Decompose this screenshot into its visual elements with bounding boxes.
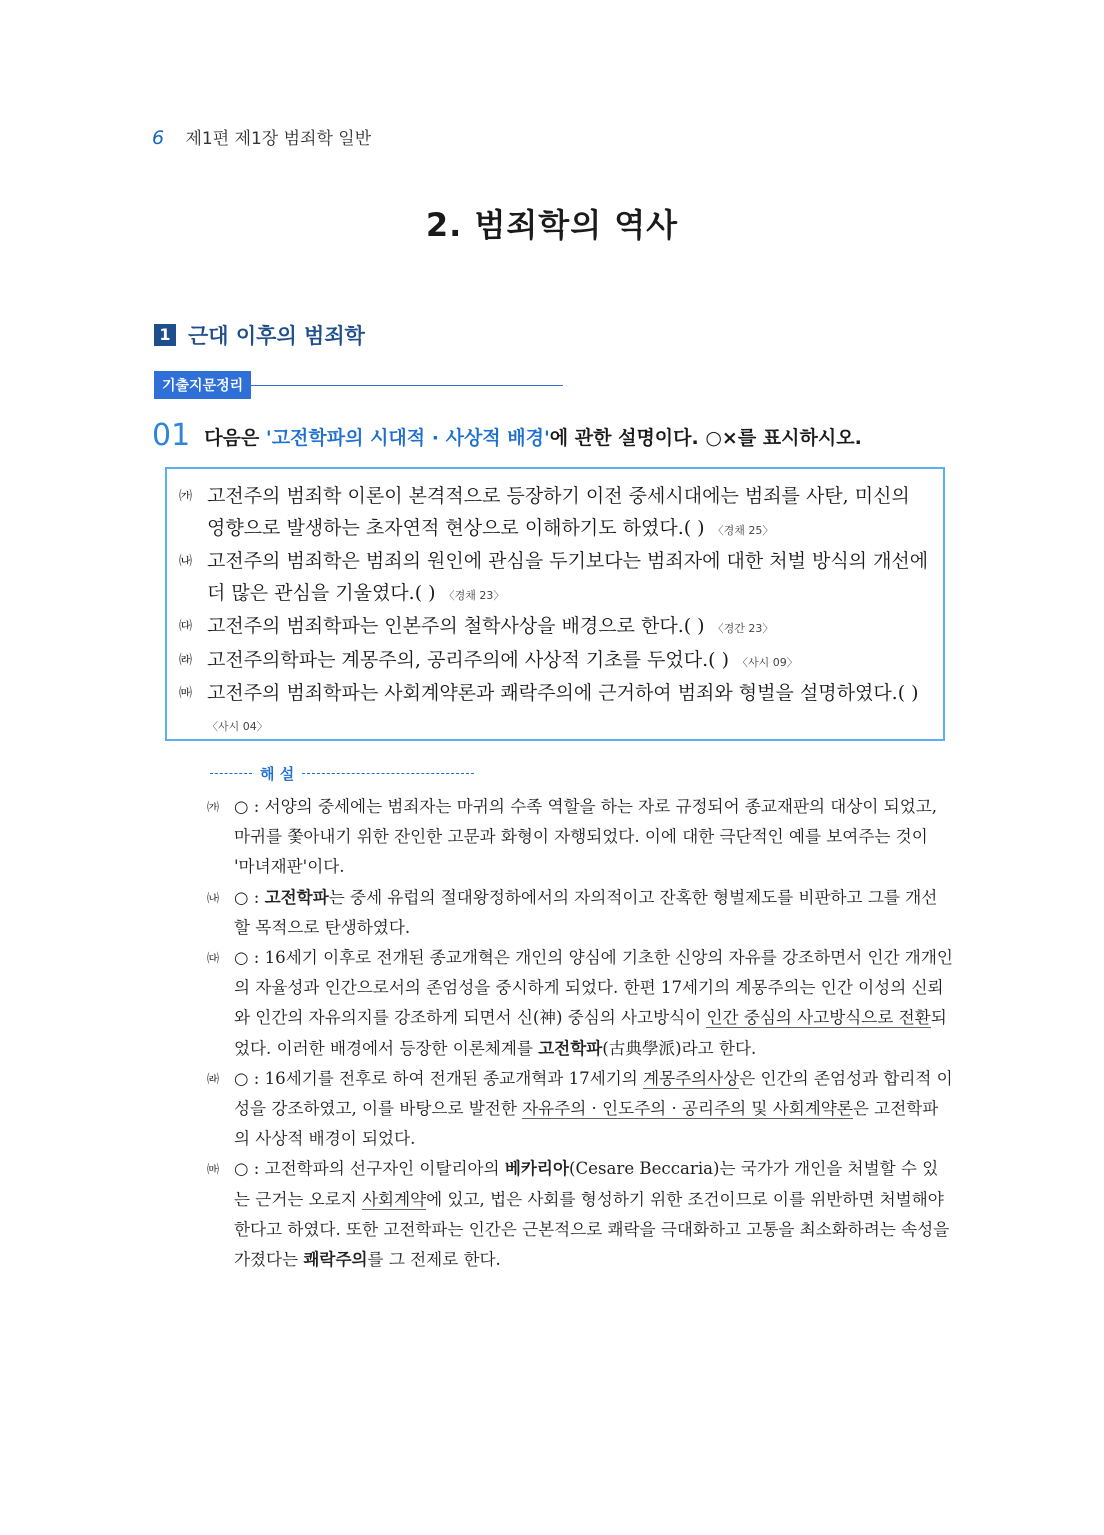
answer-marker: ㈒ [207, 1162, 220, 1177]
running-head: 제1편 제1장 범죄학 일반 [185, 129, 372, 149]
section-title: 근대 이후의 범죄학 [188, 324, 365, 348]
question-suffix: 에 관한 설명이다. ○×를 표시하시오. [549, 427, 862, 449]
item-text: 고전주의 범죄학파는 인본주의 철학사상을 배경으로 한다.( ) [207, 615, 705, 637]
item-text: 고전주의 범죄학은 범죄의 원인에 관심을 두기보다는 범죄자에 대한 처벌 방식의 개선에 더 많은 관심을 기울였다.( ) [207, 550, 929, 604]
answer-marker: ㈎ [207, 800, 220, 814]
page-header [152, 124, 371, 149]
item-text: 고전주의 범죄학파는 사회계약론과 쾌락주의에 근거하여 범죄와 형벌을 설명하였다.( ) [207, 682, 919, 704]
question-prefix: 다음은 [204, 427, 266, 449]
answer-title: 해 설 [260, 765, 295, 783]
answer-underlined: 자유주의 · 인도주의 · 공리주의 및 사회계약론 [522, 1099, 853, 1119]
answer-text: 는 중세 유럽의 절대왕정하에서의 자의적이고 잔혹한 형벌제도를 비판하고 그를 개선할 목적으로 탄생하였다. [234, 887, 938, 937]
answer-keyword: 고전학파 [538, 1038, 603, 1058]
answer-item [207, 1064, 953, 1155]
answer-item [207, 883, 953, 943]
item-marker: ㈏ [179, 554, 193, 569]
question-box [165, 467, 945, 741]
item-source: 〈사시 09〉 [737, 655, 798, 669]
item-source: 〈경채 25〉 [712, 523, 774, 537]
section-number: 1 [154, 324, 176, 346]
answer-item [207, 1154, 953, 1275]
answer-rule-right [302, 773, 474, 774]
answer-text: (Cesare Beccaria)는 국가가 개인을 처벌할 수 있는 근거는 오로지 [234, 1159, 939, 1209]
answer-text: ○ : 고전학파의 선구자인 이탈리아의 [234, 1159, 505, 1179]
answer-item [207, 792, 953, 883]
question-item [179, 678, 929, 744]
question-number: 01 [152, 418, 191, 453]
answer-text: 은 인간의 존엄성과 합리적 이성을 강조하였고, 이를 바탕으로 발전한 [234, 1068, 953, 1119]
tag-label: 기출지문정리 [154, 371, 251, 399]
item-marker: ㈐ [179, 619, 193, 634]
question-text [204, 426, 862, 452]
tag-banner [154, 371, 563, 399]
item-source: 〈경채 23〉 [443, 588, 505, 602]
answer-text: 되었다. 이러한 배경에서 등장한 이론체계를 [234, 1008, 947, 1058]
answer-list [207, 792, 953, 1275]
answer-text: ○ : [234, 887, 265, 907]
answer-marker: ㈐ [207, 951, 220, 966]
item-text: 고전주의 범죄학 이론이 본격적으로 등장하기 이전 중세시대에는 범죄를 사탄, 미신의 영향으로 발생하는 초자연적 현상으로 이해하기도 하였다.( ) [207, 485, 910, 539]
answer-text: 은 고전학파의 사상적 배경이 되었다. [234, 1099, 939, 1149]
item-source: 〈경간 23〉 [712, 622, 774, 635]
answer-text: 에 있고, 법은 사회를 형성하기 위한 조건이므로 이를 위반하면 처벌해야 한다고 하였다. 또한 고전학파는 인간은 근본적으로 쾌락을 극대화하고 고통을 최소화하려는 속성을 가졌다는 [234, 1189, 950, 1270]
answer-text: 를 그 전제로 한다. [367, 1250, 501, 1270]
page-title: 2. 범죄학의 역사 [425, 206, 679, 244]
item-text: 고전주의학파는 계몽주의, 공리주의에 사상적 기초를 두었다.( ) [207, 648, 729, 671]
question-item [179, 611, 929, 645]
question-item [179, 546, 929, 611]
answer-rule-left [210, 773, 252, 774]
answer-heading [210, 763, 474, 784]
question-item [179, 481, 929, 546]
page-number: 6 [152, 127, 165, 149]
answer-text: ○ : 서양의 중세에는 범죄자는 마귀의 수족 역할을 하는 자로 규정되어 종교재판의 대상이 되었고, 마귀를 쫓아내기 위한 잔인한 고문과 화형이 자행되었다. 이에 대한 극단적인 예를 보여주는 것이 '마녀재판'이다. [234, 797, 938, 877]
answer-item [207, 943, 953, 1064]
question-heading [152, 420, 862, 452]
answer-underlined: 계몽주의사상 [643, 1068, 740, 1088]
question-item [179, 645, 929, 679]
item-marker: ㈑ [179, 652, 193, 668]
answer-text: (古典學派)라고 한다. [602, 1038, 757, 1058]
item-marker: ㈒ [179, 686, 193, 701]
answer-underlined: 인간 중심의 사고방식으로 전환 [706, 1008, 931, 1028]
answer-marker: ㈏ [207, 890, 220, 905]
question-highlight: '고전학파의 시대적 · 사상적 배경' [265, 427, 550, 449]
item-marker: ㈎ [179, 489, 193, 504]
answer-text: ○ : 16세기를 전후로 하여 전개된 종교개혁과 17세기의 [234, 1068, 644, 1088]
answer-marker: ㈑ [207, 1071, 220, 1086]
section-heading [154, 320, 365, 350]
answer-keyword: 베카리아 [504, 1159, 569, 1179]
answer-keyword: 고전학파 [264, 887, 329, 907]
tag-rule [251, 385, 563, 386]
answer-keyword: 쾌락주의 [303, 1250, 368, 1270]
item-source: 〈사시 04〉 [207, 719, 268, 733]
answer-underlined: 사회계약 [362, 1189, 427, 1209]
answer-text: ○ : 16세기 이후로 전개된 종교개혁은 개인의 양심에 기초한 신앙의 자유를 강조하면서 인간 개개인의 자율성과 인간으로서의 존엄성을 중시하게 되었다. 한편 17세기의 계몽주의는 인간 이성의 신뢰와 인간의 자유의지를 강조하게 되면서 신(神) 중심의 사고방식이 [234, 948, 953, 1028]
